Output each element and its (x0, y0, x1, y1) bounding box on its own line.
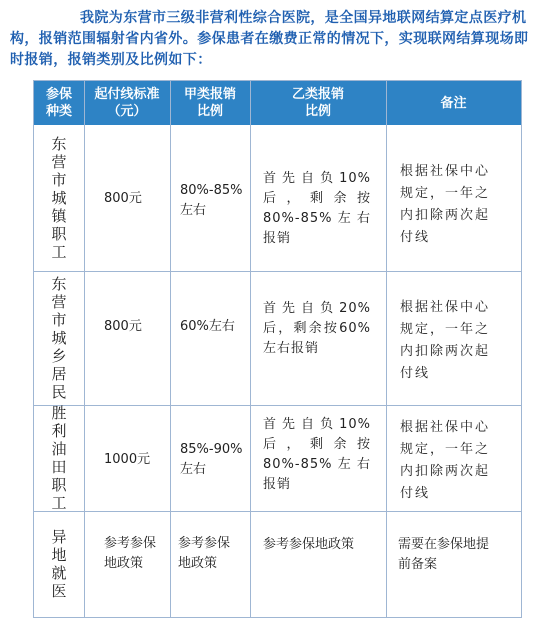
col-divider (84, 81, 85, 617)
class-a-cell: 85%-90%左右 (180, 442, 243, 477)
row-type-cell: 东营市城镇职工 (51, 135, 67, 261)
note-cell: 需要在参保地提前备案 (398, 537, 490, 572)
row-type-cell: 异地就医 (51, 528, 67, 600)
note-cell: 根据社保中心规定，一年之内扣除两次起付线 (400, 300, 491, 381)
row-divider (34, 511, 521, 512)
col-divider (250, 81, 251, 617)
row-divider (34, 271, 521, 272)
col-divider (386, 81, 387, 617)
header-insurance-type: 参保种类 (45, 87, 72, 119)
class-b-cell: 首先自负20%后，剩余按60%左右报销 (263, 301, 371, 356)
row-type-cell: 胜利油田职工 (51, 404, 67, 512)
class-a-cell: 参考参保地政策 (178, 536, 231, 571)
class-b-cell: 首先自负10%后，剩余按80%-85%左右报销 (263, 417, 371, 492)
header-note: 备注 (440, 95, 467, 111)
note-cell: 根据社保中心规定，一年之内扣除两次起付线 (400, 164, 491, 245)
threshold-cell: 参考参保地政策 (104, 536, 157, 571)
row-divider (34, 405, 521, 406)
header-threshold: 起付线标准（元） (94, 87, 160, 119)
note-cell: 根据社保中心规定，一年之内扣除两次起付线 (400, 420, 491, 501)
row-type-cell: 东营市城乡居民 (51, 275, 67, 401)
col-divider (170, 81, 171, 617)
class-a-cell: 80%-85%左右 (180, 183, 243, 218)
threshold-cell: 800元 (104, 191, 142, 206)
class-b-cell: 参考参保地政策 (263, 537, 355, 552)
table-header (34, 81, 521, 125)
class-a-cell: 60%左右 (180, 319, 235, 334)
threshold-cell: 800元 (104, 319, 142, 334)
class-b-cell: 首先自负10%后，剩余按80%-85%左右报销 (263, 171, 371, 246)
header-class-b: 乙类报销比例 (291, 87, 344, 119)
threshold-cell: 1000元 (104, 452, 151, 467)
reimbursement-table (33, 80, 522, 618)
header-class-a: 甲类报销比例 (183, 87, 236, 119)
intro-paragraph: 我院为东营市三级非营利性综合医院，是全国异地联网结算定点医疗机构，报销范围辐射省内省外。参保患者在缴费正常的情况下，实现联网结算现场即时报销，报销类别及比例如下： (10, 10, 529, 68)
